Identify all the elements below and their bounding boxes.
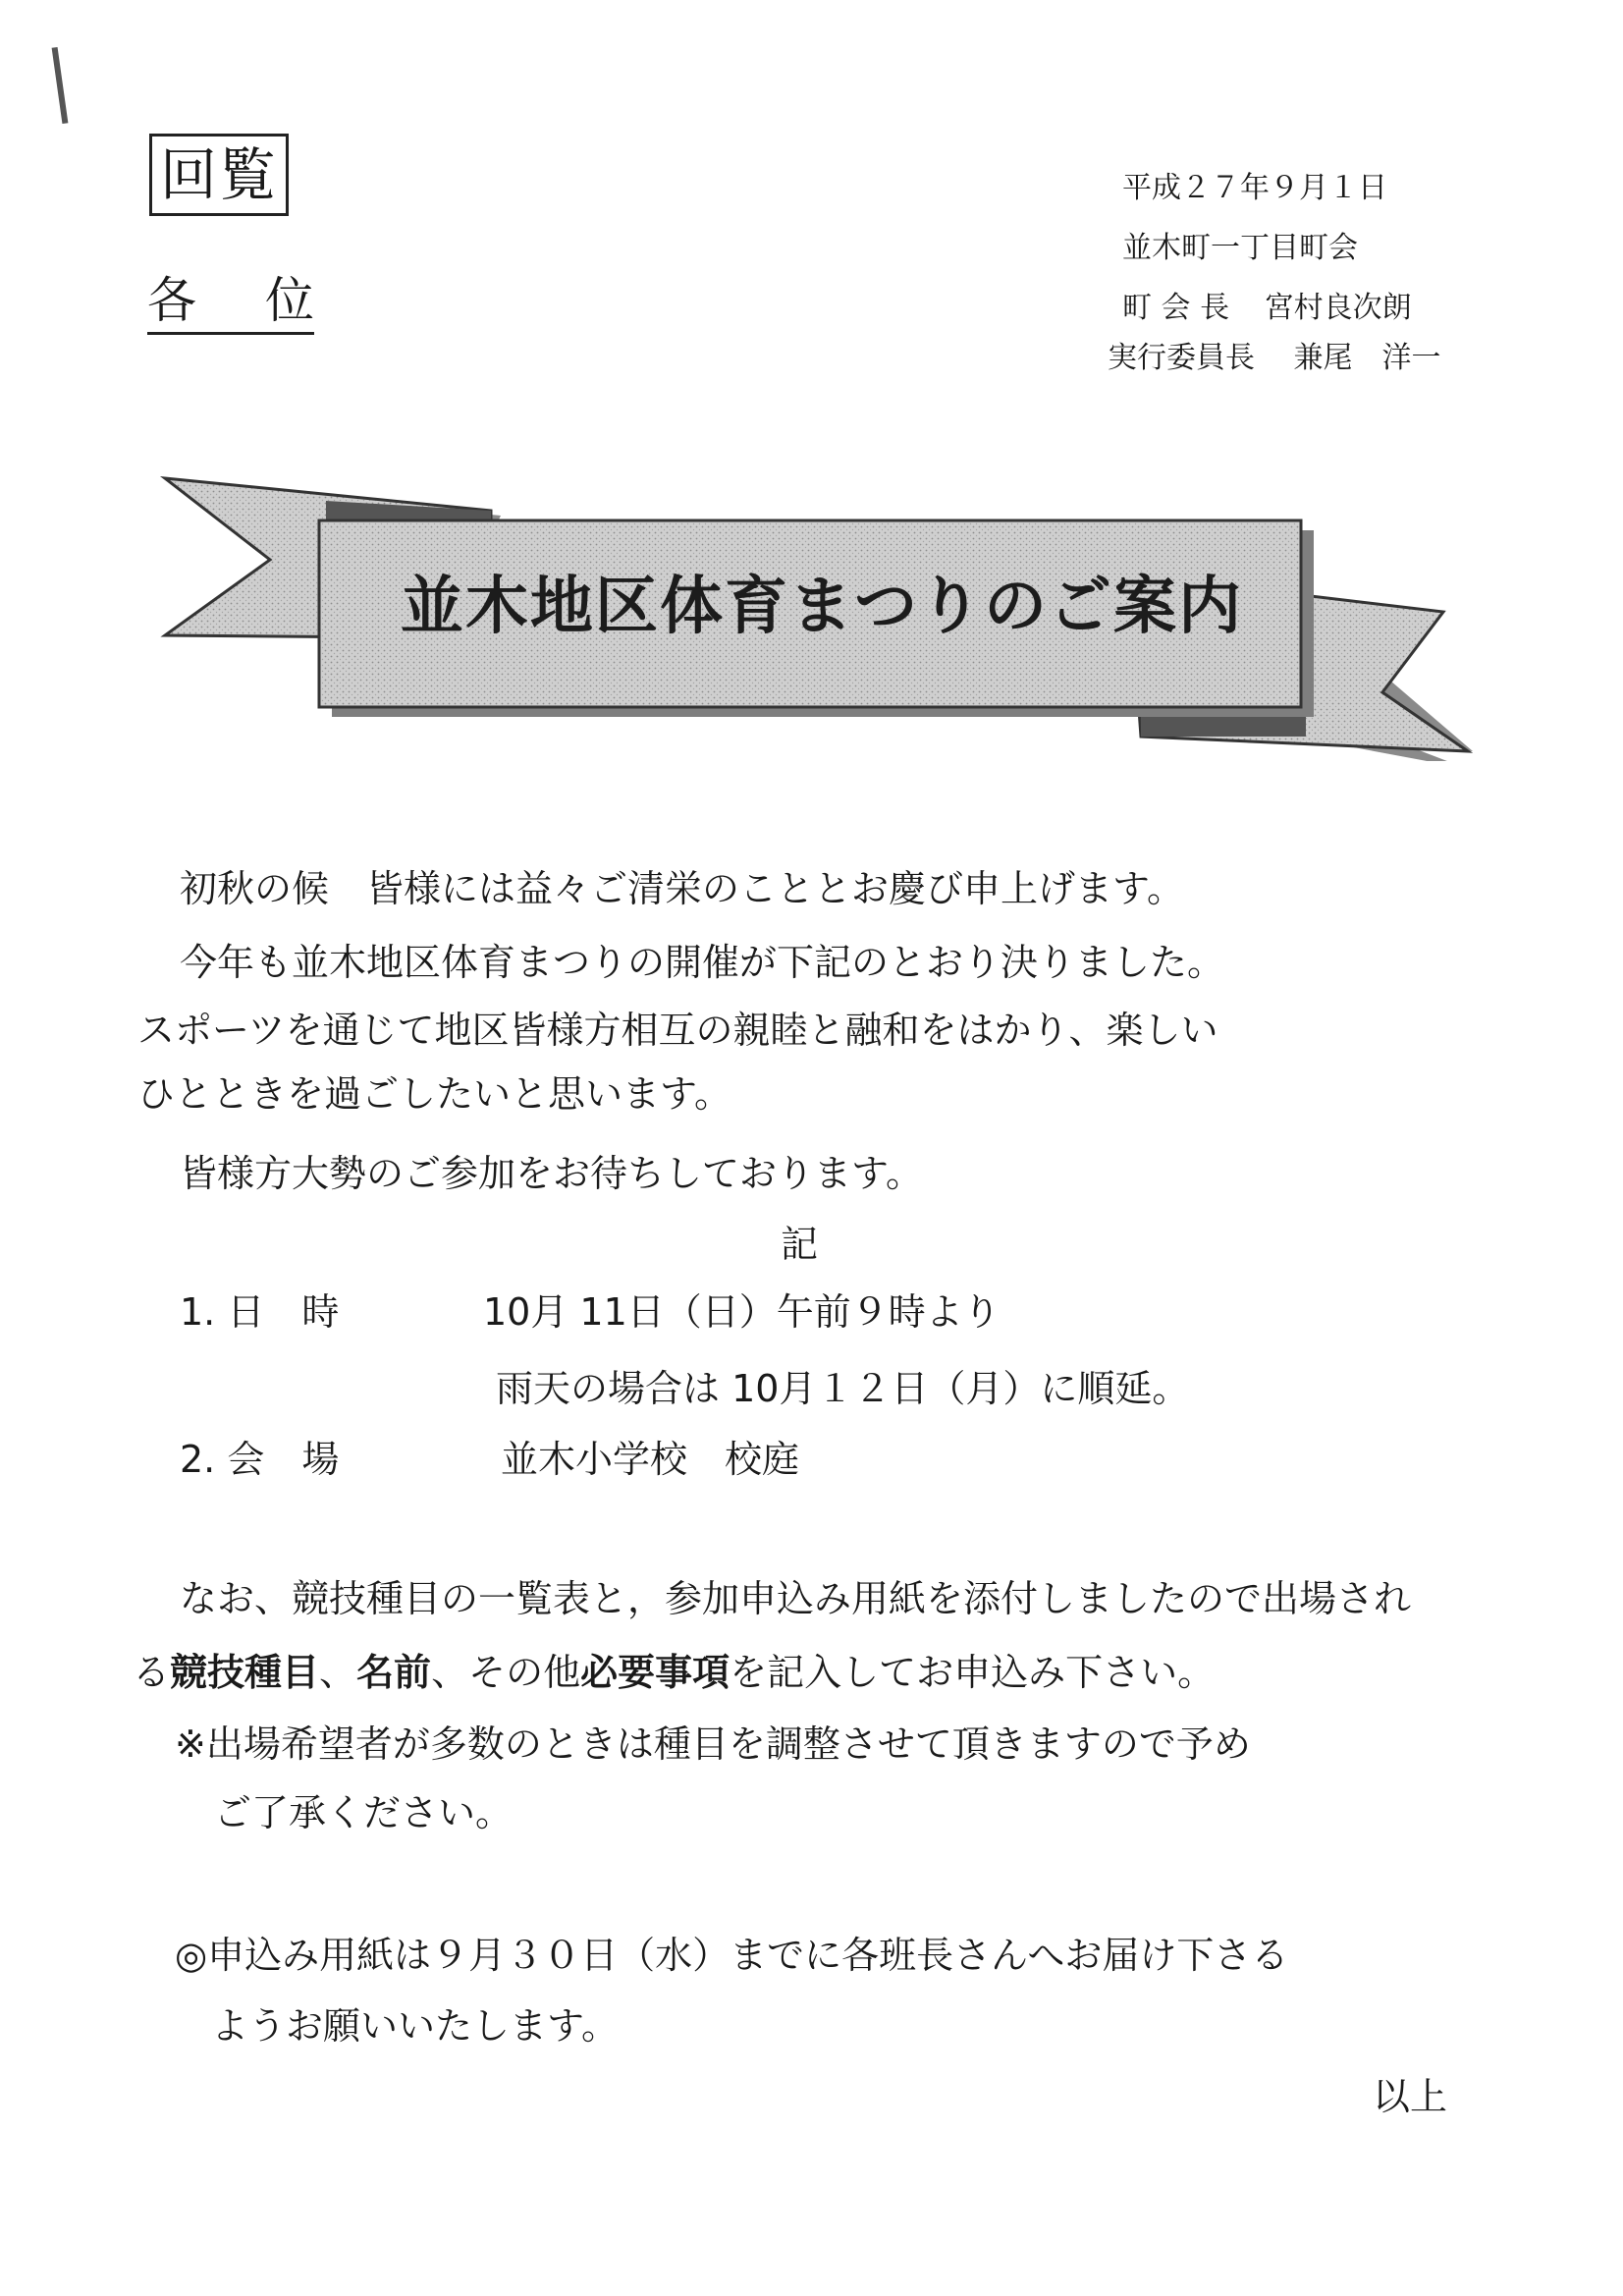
item-1-label: 1. 日 時: [180, 1290, 340, 1334]
greeting-line-1: 初秋の候 皆様には益々ご清栄のこととお慶び申上げます。: [180, 867, 1184, 910]
notice-line-2-e: 、その他: [431, 1651, 581, 1694]
notice-line-2-g: を記入してお申込み下さい。: [730, 1651, 1216, 1694]
sender-committee: [1108, 339, 1441, 378]
deadline-line-2: ようお願いいたします。: [211, 2004, 619, 2048]
greeting-line-2: 今年も並木地区体育まつりの開催が下記のとおり決りました。: [180, 941, 1225, 984]
item-2-label: 2. 会 場: [180, 1438, 340, 1481]
deadline-line-1: ◎申込み用紙は９月３０日（水）までに各班長さんへお届け下さる: [175, 1934, 1289, 1977]
notice-note-2: ご了承ください。: [214, 1791, 514, 1834]
issue-date: 平成２７年９月１日: [1122, 171, 1387, 205]
item-2-value: 並木小学校 校庭: [501, 1438, 800, 1481]
emphasis-required-items: 必要事項: [580, 1651, 730, 1694]
greeting-line-3: スポーツを通じて地区皆様方相互の親睦と融和をはかり、楽しい: [137, 1009, 1218, 1052]
greeting-line-4: ひとときを過ごしたいと思います。: [137, 1072, 731, 1116]
scan-mark: [52, 47, 69, 124]
item-1-value: 10月 11日（日）午前９時より: [483, 1290, 1001, 1334]
item-1-note: 雨天の場合は 10月１２日（月）に順延。: [496, 1367, 1190, 1410]
committee-name: 兼尾 洋一: [1293, 341, 1441, 375]
sender-org: 並木町一丁目町会: [1122, 231, 1358, 265]
notice-line-2-a: る: [133, 1651, 171, 1694]
notice-title: 並木地区体育まつりのご案内: [401, 571, 1243, 643]
addressee-part1: 各: [147, 272, 196, 329]
ki-heading: 記: [781, 1223, 819, 1266]
chair-name: 宮村良次朗: [1264, 291, 1412, 325]
notice-line-2-c: 、: [319, 1651, 357, 1694]
circulation-stamp: 回覧: [149, 134, 289, 216]
addressee: [147, 271, 314, 335]
sender-chair: [1122, 289, 1412, 328]
addressee-part2: 位: [265, 272, 314, 329]
chair-role: 町 会 長: [1122, 291, 1230, 325]
emphasis-event-type: 競技種目: [170, 1651, 320, 1694]
notice-line-1: なお、競技種目の一覧表と，参加申込み用紙を添付しましたので出場され: [180, 1577, 1412, 1620]
committee-role: 実行委員長: [1108, 341, 1255, 375]
greeting-line-5: 皆様方大勢のご参加をお待ちしております。: [180, 1152, 923, 1195]
closing-ijo: 以上: [1373, 2075, 1448, 2118]
notice-line-2: [133, 1649, 1215, 1696]
notice-note-1: ※出場希望者が多数のときは種目を調整させて頂きますので予め: [175, 1722, 1251, 1766]
emphasis-name: 名前: [356, 1651, 432, 1694]
